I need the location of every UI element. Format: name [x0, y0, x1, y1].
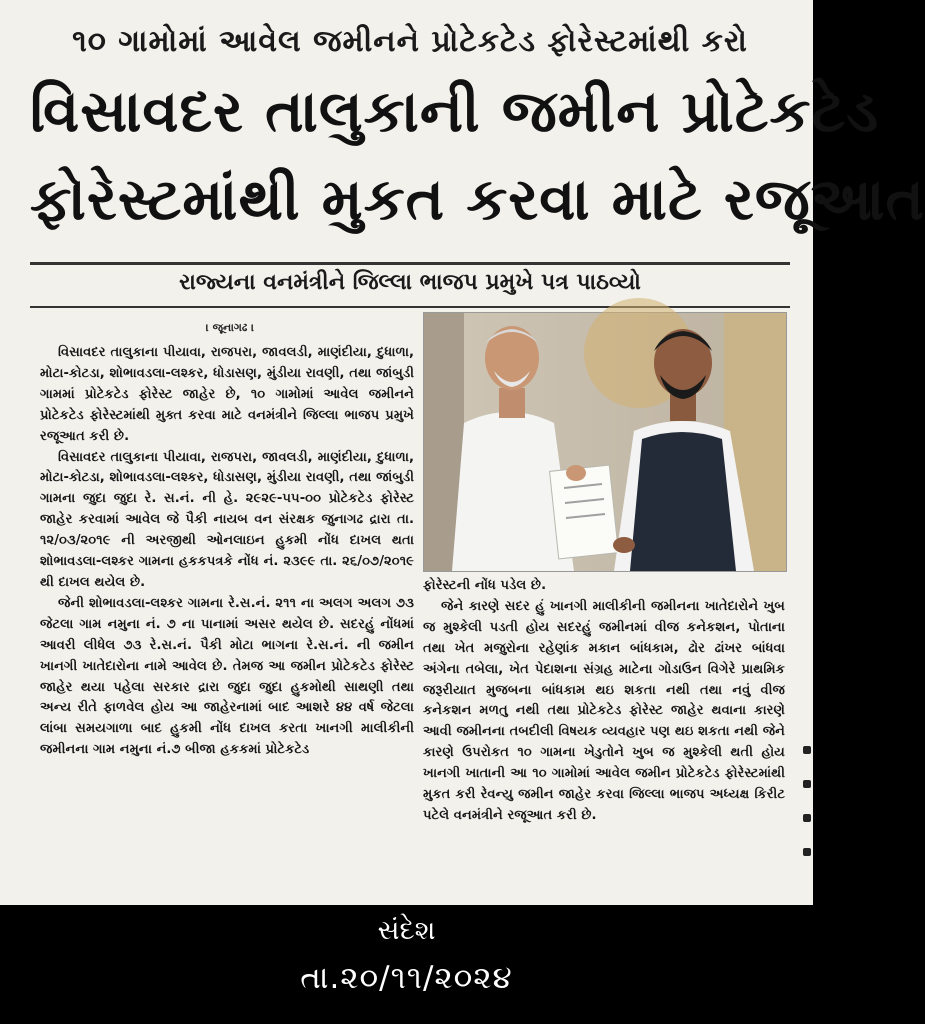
- headline-line-1: વિસાવદર તાલુકાની જમીન પ્રોટેકટેડ: [30, 77, 880, 145]
- article-paragraph: વિસાવદર તાલુકાના પીયાવા, રાજપરા, જાવલડી, માણંદીયા, દુધાળા, મોટા-કોટડા, શોભાવડલા-લશ્કર, ધોડાસણ, મુંડીયા રાવણી, તથા જાંબુડી ગામમાં પ્રોટેકટેડ ફોરેસ્ટ જાહેર છે, ૧૦ ગામોમાં આવેલ જમીનને પ્રોટેકટેડ ફોરેસ્ટમાંથી મુક્ત કરવા માટે વનમંત્રીને જિલ્લા ભાજપ પ્રમુખે રજૂઆત કરી છે.: [40, 345, 414, 444]
- article-subheadline: રાજ્યના વનમંત્રીને જિલ્લા ભાજપ પ્રમુખે પત્ર પાઠવ્યો: [179, 270, 641, 295]
- article-paragraph: ફોરેસ્ટની નોંધ પડેલ છે.: [423, 578, 547, 593]
- article-photo: [423, 312, 787, 572]
- article-paragraph: જેની શોભાવડલા-લશ્કર ગામના રે.સ.નં. ૨૧૧ ના અલગ અલગ ૭૩ જેટલા ગામ નમુના નં. ૭ ના પાનામાં અસર થયેલ છે. સદરહું નોંધમાં આવરી લીધેલ ૭૩ રે.સ.નં. પૈકી મોટા ભાગના રે.સ.નં. ની જમીન ખાનગી ખાતેદારોના નામે આવેલ છે. તેમજ આ જમીન પ્રોટેકટેડ ફોરેસ્ટ જાહેર થયા પહેલા સરકાર દ્રારા જુદા જુદા હુકમોથી સાથણી તથા અન્ય રીતે ફાળવેલ હોય આ જાહેરનામાં બાદ આશરે ૪૪ વર્ષ જેટલા લાંબા સમયગાળા બાદ હુકમી નોંધ દાખલ કરતા ખાનગી માલીકીની જમીનના ગામ નમુના નં.૭ બીજા હકકમાં પ્રોટેકટેડ: [40, 595, 414, 758]
- article-column-right: [423, 576, 785, 888]
- divider-rule: [30, 262, 790, 265]
- adjacent-page-edge: [801, 720, 813, 890]
- dateline: । જૂનાગઢ ।: [205, 321, 255, 334]
- publication-date: તા.૨૦/૧૧/૨૦૨૪: [300, 960, 513, 996]
- article-paragraph: વિસાવદર તાલુકાના પીયાવા, રાજપરા, જાવલડી, માણંદીયા, દુધાળા, મોટા-કોટડા, શોભાવડલા-લશ્કર, ધોડાસણ, મુંડીયા રાવણી, તથા જાંબુડી ગામના જુદા જુદા રે. સ.નં. ની હે. ૨૯૨૯-૫૫-૦૦ પ્રોટેકટેડ ફોરેસ્ટ જાહેર કરવામાં આવેલ જે પૈકી નાયબ વન સંરક્ષક જુનાગઢ દ્રારા તા. ૧૨/૦૩/૨૦૧૯ ની અરજીથી ઓનલાઇન હુકમી નોંધ દાખલ થતા શોભાવડલા-લશ્કર ગામના હકકપત્રકે નોંધ નં. ૨૩૯૯ તા. ૨૬/૦૭/૨૦૧૯ થી દાખલ થયેલ છે.: [40, 449, 414, 590]
- article-kicker: ૧૦ ગામોમાં આવેલ જમીનને પ્રોટેકટેડ ફોરેસ્ટમાંથી કરો: [72, 24, 748, 59]
- newspaper-source-label: સંદેશ: [377, 915, 436, 946]
- photo-two-men-with-letter: [424, 313, 786, 571]
- article-paragraph: જેને કારણે સદર હું ખાનગી માલીકીની જમીનના ખાતેદારોને ખુબ જ મુશ્કેલી પડતી હોય સદરહું જમીનમાં વીજ કનેકશન, પોતાના તથા ખેત મજુરોના રહેણાંક મકાન બાંધકામ, ઢોર ઢાંખર બાંધવા અંગેના તબેલા, ખેત પેદાશના સંગ્રહ માટેના ગોડાઉન વિગેરે પ્રાથમિક જરૂરીયાત મુજબના બાંધકામ થઇ શકતા નથી તથા નવું વીજ કનેકશન મળતુ નથી તથા પ્રોટેકટેડ ફોરેસ્ટ જાહેર થવાના કારણે આવી જમીનના તબદીલી વિષયક વ્યવહાર પણ થઇ શકતા નથી જેને કારણે ઉપરોકત ૧૦ ગામના ખેડુતોને ખુબ જ મુશ્કેલી થતી હોય ખાનગી ખાતાની આ ૧૦ ગામોમાં આવેલ જમીન પ્રોટેકટેડ ફોરેસ્ટમાંથી મુકત કરી રેવન્યુ જમીન જાહેર કરવા જિલ્લા ભાજપ અધ્યક્ષ કિરીટ પટેલે વનમંત્રીને રજૂઆત કરી છે.: [423, 598, 785, 823]
- article-column-left: [40, 343, 414, 888]
- divider-rule: [30, 306, 790, 308]
- headline-line-2: ફોરેસ્ટમાંથી મુકત કરવા માટે રજૂઆત: [30, 165, 925, 233]
